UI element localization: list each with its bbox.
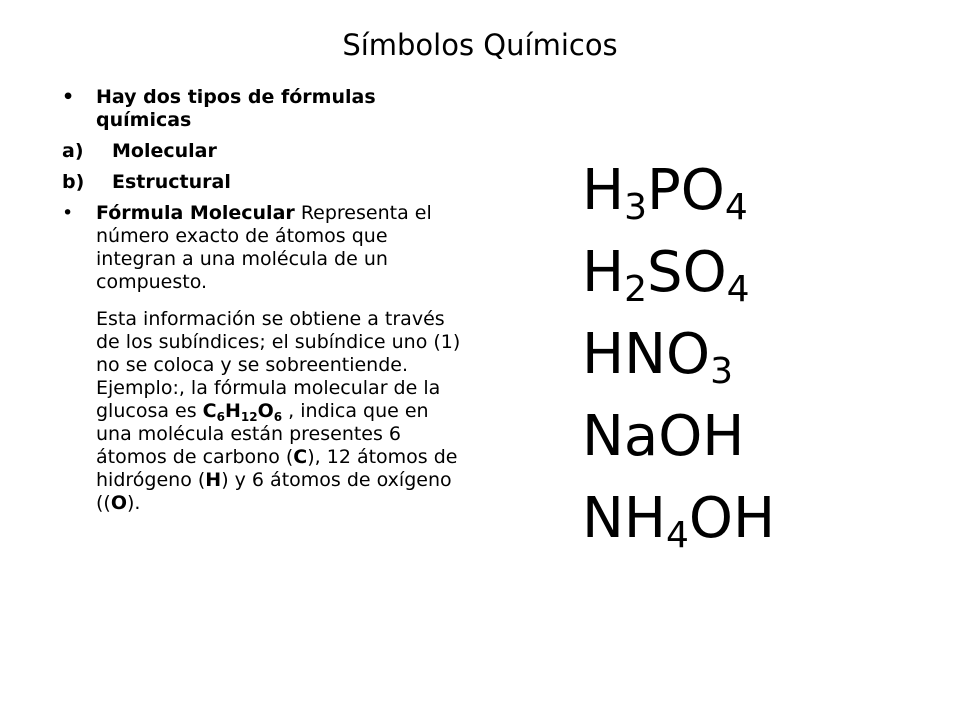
- glucose-h: H: [224, 400, 241, 422]
- formula-symbols: H: [582, 240, 625, 305]
- formula-symbols: H: [582, 158, 625, 223]
- glucose-c-sub: 6: [216, 410, 225, 424]
- chemical-formula: [582, 232, 775, 314]
- bullet-heading: Fórmula Molecular: [96, 202, 295, 224]
- bullet-description: Representa el número exacto de átomos que integran a una molécula de un compuesto.: [96, 202, 432, 293]
- hydrogen-symbol: H: [205, 469, 222, 491]
- enum-label: Estructural: [112, 171, 231, 193]
- formula-subscript: 3: [624, 187, 648, 228]
- carbon-symbol: C: [293, 446, 308, 468]
- paragraph-text: ) y 6 átomos de oxígeno ((: [96, 469, 452, 514]
- chemical-formula: [582, 314, 775, 396]
- chemical-formula: [582, 150, 775, 232]
- enum-item-estructural: [62, 171, 462, 194]
- enum-item-molecular: [62, 140, 462, 163]
- formula-list: [582, 150, 775, 560]
- formula-symbols: SO: [647, 240, 727, 305]
- formula-symbols: PO: [647, 158, 725, 223]
- slide-title: Símbolos Químicos: [342, 28, 618, 62]
- formula-symbols: NH: [582, 486, 666, 551]
- formula-subscript: 4: [666, 515, 689, 556]
- enum-mark: a): [62, 140, 84, 162]
- chemical-formula: [582, 478, 775, 560]
- bullet-icon: •: [62, 202, 74, 224]
- glucose-explanation-paragraph: [62, 308, 462, 515]
- bullet-formula-types-text: Hay dos tipos de fórmulas químicas: [96, 86, 376, 131]
- formula-subscript: 3: [710, 351, 733, 392]
- bullet-icon: •: [62, 86, 75, 108]
- oxygen-symbol: O: [110, 492, 127, 514]
- glucose-o-sub: 6: [273, 410, 283, 424]
- left-text-column: [62, 86, 462, 515]
- glucose-formula: [203, 400, 282, 422]
- formula-symbols: HNO: [582, 322, 711, 387]
- enum-label: Molecular: [112, 140, 217, 162]
- glucose-c: C: [202, 400, 217, 422]
- formula-symbols: NaOH: [582, 404, 745, 469]
- paragraph-text: ).: [126, 492, 141, 514]
- glucose-h-sub: 12: [240, 410, 258, 424]
- chemical-formula: [582, 396, 775, 478]
- bullet-formula-molecular: [62, 202, 462, 294]
- formula-subscript: 4: [726, 269, 750, 310]
- formula-subscript: 4: [724, 187, 748, 228]
- paragraph-text: ), 12 átomos de hidrógeno (: [96, 446, 458, 491]
- formula-subscript: 2: [624, 269, 648, 310]
- paragraph-text: Esta información se obtiene a través de los subíndices; el subíndice uno (1) no se coloca y se sobreentiende. Ejemplo:, la fórmula molecular de la glucosa es: [96, 308, 461, 422]
- bullet-formula-types: [62, 86, 462, 132]
- paragraph-text: , indica que en una molécula están presentes 6 átomos de carbono (: [96, 400, 429, 468]
- formula-symbols: OH: [688, 486, 776, 551]
- glucose-o: O: [257, 400, 274, 422]
- enum-mark: b): [62, 171, 85, 193]
